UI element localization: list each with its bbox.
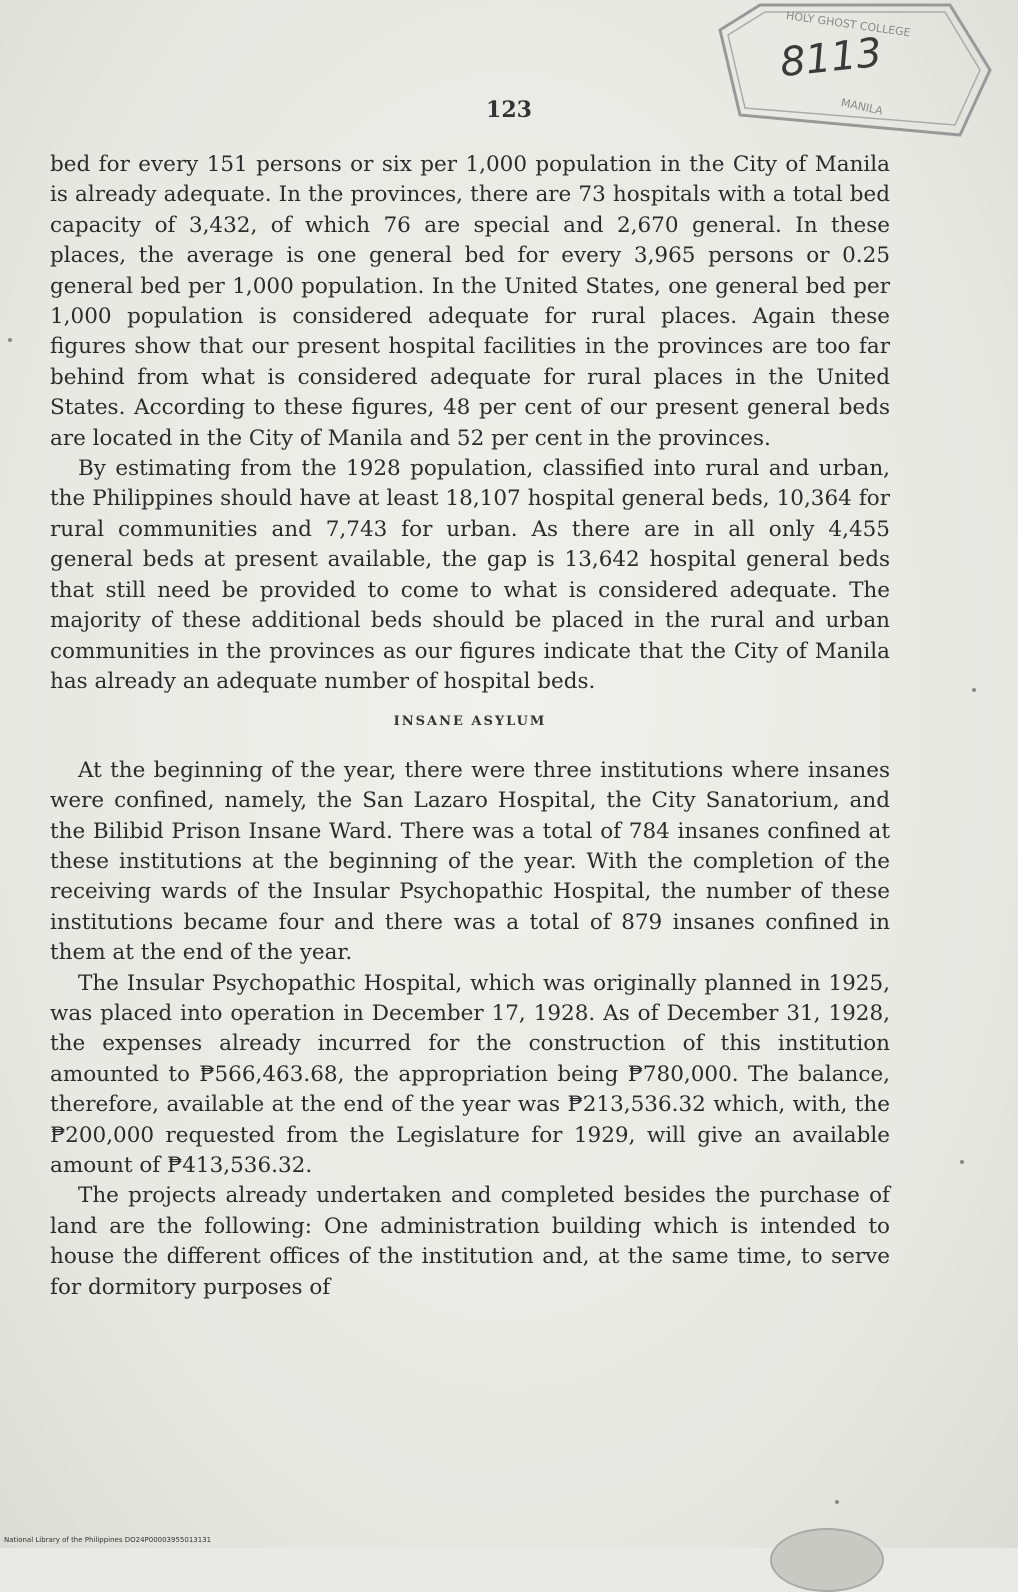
stamp-number: 8113: [777, 29, 884, 87]
scan-speck: [972, 688, 976, 692]
paragraph-continued: bed for every 151 persons or six per 1,000 population in the City of Manila is already adequate. In the provinces, there are 73 hospitals with a total bed capacity of 3,432, of which 76 are special and 2,670 general. In these places, the average is one general bed for every 3,965 persons or 0.25 general bed per 1,000 population. In the United States, one general bed per 1,000 population is considered adequate for rural places. Again these figures show that our present hospital facilities in the provinces are too far behind from what is considered adequate for rural places in the United States. According to these figures, 48 per cent of our present general beds are located in the City of Manila and 52 per cent in the provinces.: [50, 152, 890, 451]
svg-text:MANILA: MANILA: [839, 96, 884, 118]
page-number: 123: [486, 97, 532, 123]
section-heading: INSANE ASYLUM: [393, 714, 547, 730]
paragraph: The Insular Psychopathic Hospital, which was originally planned in 1925, was placed into operation in December 17, 1928. As of December 31, 1928, the expenses already incurred for the construction of this institution amounted to ₱566,463.68, the appropriation being ₱780,000. The balance, therefore, available at the end of the year was ₱213,536.32 which, with, the ₱200,000 requested from the Legislature for 1929, will give an available amount of ₱413,536.32.: [50, 970, 890, 1178]
seal-mark: [770, 1528, 884, 1592]
paragraph: By estimating from the 1928 population, classified into rural and urban, the Philippines should have at least 18,107 hospital general beds, 10,364 for rural communities and 7,743 for urban. As there are in all only 4,455 general beds at present available, the gap is 13,642 hospital general beds that still need be provided to come to what is considered adequate. The majority of these additional beds should be placed in the rural and urban communities in the provinces as our figures indicate that the City of Manila has already an adequate number of hospital beds.: [50, 456, 890, 694]
scan-speck: [8, 338, 12, 342]
body-text: [50, 150, 890, 1303]
scan-speck: [960, 1160, 964, 1164]
paragraph: At the beginning of the year, there were three institutions where insanes were confined, namely, the San Lazaro Hospital, the City Sanatorium, and the Bilibid Prison Insane Ward. There was a total of 784 insanes confined at these institutions at the beginning of the year. With the completion of the receiving wards of the Insular Psychopathic Hospital, the number of these institutions became four and there was a total of 879 insanes confined in them at the end of the year.: [50, 757, 890, 966]
paragraph: The projects already undertaken and completed besides the purchase of land are the following: One administration building which is intended to house the different offices of the institution and, at the same time, to serve for dormitory purposes of: [50, 1183, 890, 1300]
svg-text:HOLY GHOST COLLEGE: HOLY GHOST COLLEGE: [785, 9, 912, 40]
scan-footer: National Library of the Philippines DO24P00003955013131: [4, 1536, 212, 1544]
scan-speck: [835, 1500, 839, 1504]
